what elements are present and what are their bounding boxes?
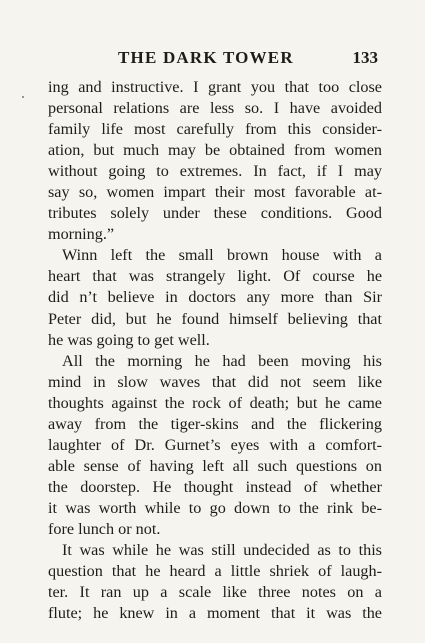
text-line: thoughts against the rock of death; but he came	[48, 393, 382, 412]
text-line: family life most carefully from this consider-	[48, 120, 382, 139]
text-line: tributes solely under these conditions. Good	[48, 204, 382, 223]
text-line: Winn left the small brown house with a	[62, 246, 382, 265]
text-line: the doorstep. He thought instead of whether	[48, 477, 382, 496]
text-line: without going to extremes. In fact, if I may	[48, 162, 382, 181]
text-line: Peter did, but he found himself believing that	[48, 309, 382, 328]
text-line: flute; he knew in a moment that it was the	[48, 604, 382, 623]
text-line: ation, but much may be obtained from women	[48, 141, 382, 160]
text-line: laughter of Dr. Gurnet’s eyes with a comfort-	[48, 435, 382, 454]
text-line: morning.”	[48, 225, 115, 244]
text-line: ter. It ran up a scale like three notes on a	[48, 583, 382, 602]
text-line: personal relations are less so. I have avoided	[48, 99, 382, 118]
print-speck	[22, 96, 24, 98]
text-line: It was while he was still undecided as to this	[62, 541, 382, 560]
page-header	[48, 48, 378, 72]
page-number: 133	[352, 48, 378, 67]
text-line: All the morning he had been moving his	[62, 351, 382, 370]
body-text	[48, 77, 382, 624]
text-line: heart that was strangely light. Of course he	[48, 267, 382, 286]
text-line: able sense of having left all such questions on	[48, 456, 382, 475]
text-line: it was worth while to go down to the rink be-	[48, 498, 382, 517]
text-line: did n’t believe in doctors any more than Sir	[48, 288, 382, 307]
text-line: mind in slow waves that did not seem like	[48, 372, 382, 391]
running-title: THE DARK TOWER	[118, 48, 294, 67]
text-line: question that he heard a little shriek of laugh-	[48, 562, 382, 581]
text-line: away from the tiger-skins and the flickering	[48, 414, 382, 433]
text-line: say so, women impart their most favorable at-	[48, 183, 382, 202]
text-line: ing and instructive. I grant you that too close	[48, 78, 382, 96]
text-line: he was going to get well.	[48, 330, 210, 349]
text-line: fore lunch or not.	[48, 519, 161, 538]
